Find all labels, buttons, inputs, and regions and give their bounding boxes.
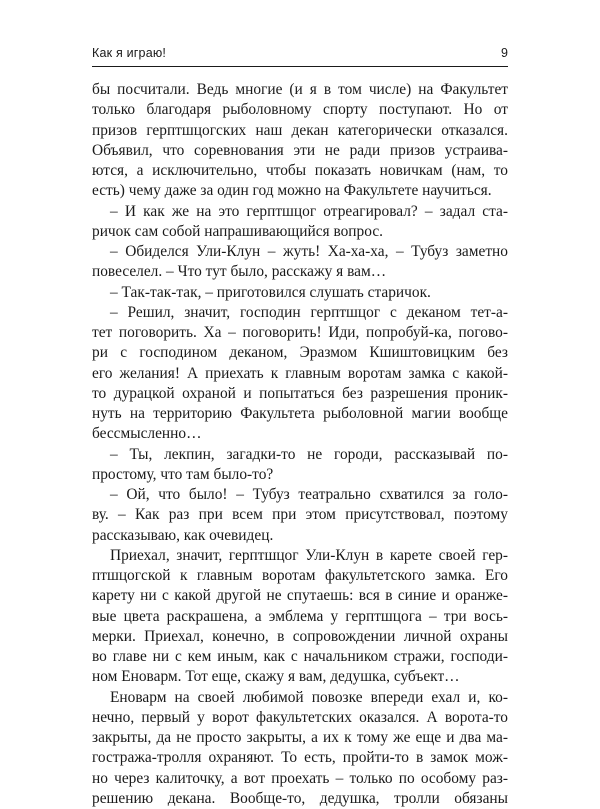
text-line: бессмысленно… [92, 425, 202, 443]
running-header [92, 44, 508, 68]
text-line: рассказываю, как очевидец. [92, 526, 274, 544]
text-line: ричок сам собой напрашивающийся вопрос. [92, 222, 384, 240]
page-number: 9 [501, 46, 508, 60]
text-line: ются, а исключительно, чтобы показать новичкам (нам, то [92, 162, 508, 179]
text-line: простому, что там было-то? [92, 465, 274, 483]
text-line: во главе ни с кем иным, как с начальником стражи, господи- [92, 648, 508, 665]
text-line: – Обиделся Ули-Клун – жуть! Ха-ха-ха, – Тубуз заметно [110, 243, 508, 260]
header-title: Как я играю! [92, 46, 167, 60]
text-line: есть) чему даже за один год можно на Факультете научиться. [92, 182, 492, 200]
body-text [92, 80, 508, 809]
text-line: только благодаря рыболовному спорту поступают. Но от [92, 101, 508, 119]
text-line: птшцогской к главным воротам факультетского замка. Его [92, 567, 508, 584]
text-line: – Ой, что было! – Тубуз театрально схватился за голо- [110, 486, 508, 503]
text-line: тет поговорить. Ха – поговорить! Иди, попробуй-ка, погово- [92, 324, 508, 341]
text-line: – И как же на это герптшцог отреагировал? – задал ста- [110, 202, 508, 220]
text-line: его желания! А приехать к главным воротам замка с какой- [92, 364, 508, 382]
text-line: Приехал, значит, герптшцог Ули-Клун в карете своей гер- [110, 546, 508, 564]
text-line: гостража-тролля охраняют. То есть, пройти-то в замок мож- [92, 749, 508, 767]
text-line: – Решил, значит, господин герптшцог с деканом тет-а- [110, 303, 508, 321]
text-line: решению декана. Вообще-то, дедушка, тролли обязаны [92, 789, 508, 807]
text-line: Объявил, что соревнования эти не ради призов устраива- [92, 141, 508, 159]
text-line: нуть на территорию Факультета рыболовной магии вообще [92, 405, 508, 422]
text-line: вые цвета раскрашена, а эмблема у герптшцога – три вось- [92, 607, 508, 625]
text-line: Еноварм на своей любимой повозке впереди ехал и, ко- [110, 688, 508, 706]
text-line: ри с господином деканом, Эразмом Кшиштовицким без [92, 344, 508, 362]
text-line: нечно, первый у ворот факультетских оказался. А ворота-то [92, 708, 508, 726]
text-line: но через калиточку, а вот проехать – только по особому раз- [92, 769, 508, 787]
text-line: – Ты, лекпин, загадки-то не городи, рассказывай по- [110, 445, 508, 463]
text-line: ном Еноварм. Тот еще, скажу я вам, дедушка, субъект… [92, 668, 460, 686]
text-line: – Так-так-так, – приготовился слушать старичок. [110, 283, 431, 301]
text-line: закрыты, да не просто закрыты, а их к тому же еще и два ма- [92, 729, 508, 746]
text-line: бы посчитали. Ведь многие (и я в том числе) на Факультет [92, 81, 508, 98]
header-rule [92, 66, 508, 67]
text-line: призов герптшцогских наш декан категорически отказался. [92, 121, 508, 139]
text-line: повеселел. – Что тут было, расскажу я вам… [92, 263, 387, 281]
text-line: карету ни с какой другой не спутаешь: вся в синие и оранже- [92, 587, 508, 605]
text-line: мерки. Приехал, конечно, в сопровождении личной охраны [92, 627, 508, 645]
text-line: ву. – Как раз при всем при этом присутствовал, поэтому [92, 506, 508, 524]
text-line: то дурацкой охраной и попытаться без разрешения проник- [92, 384, 508, 402]
